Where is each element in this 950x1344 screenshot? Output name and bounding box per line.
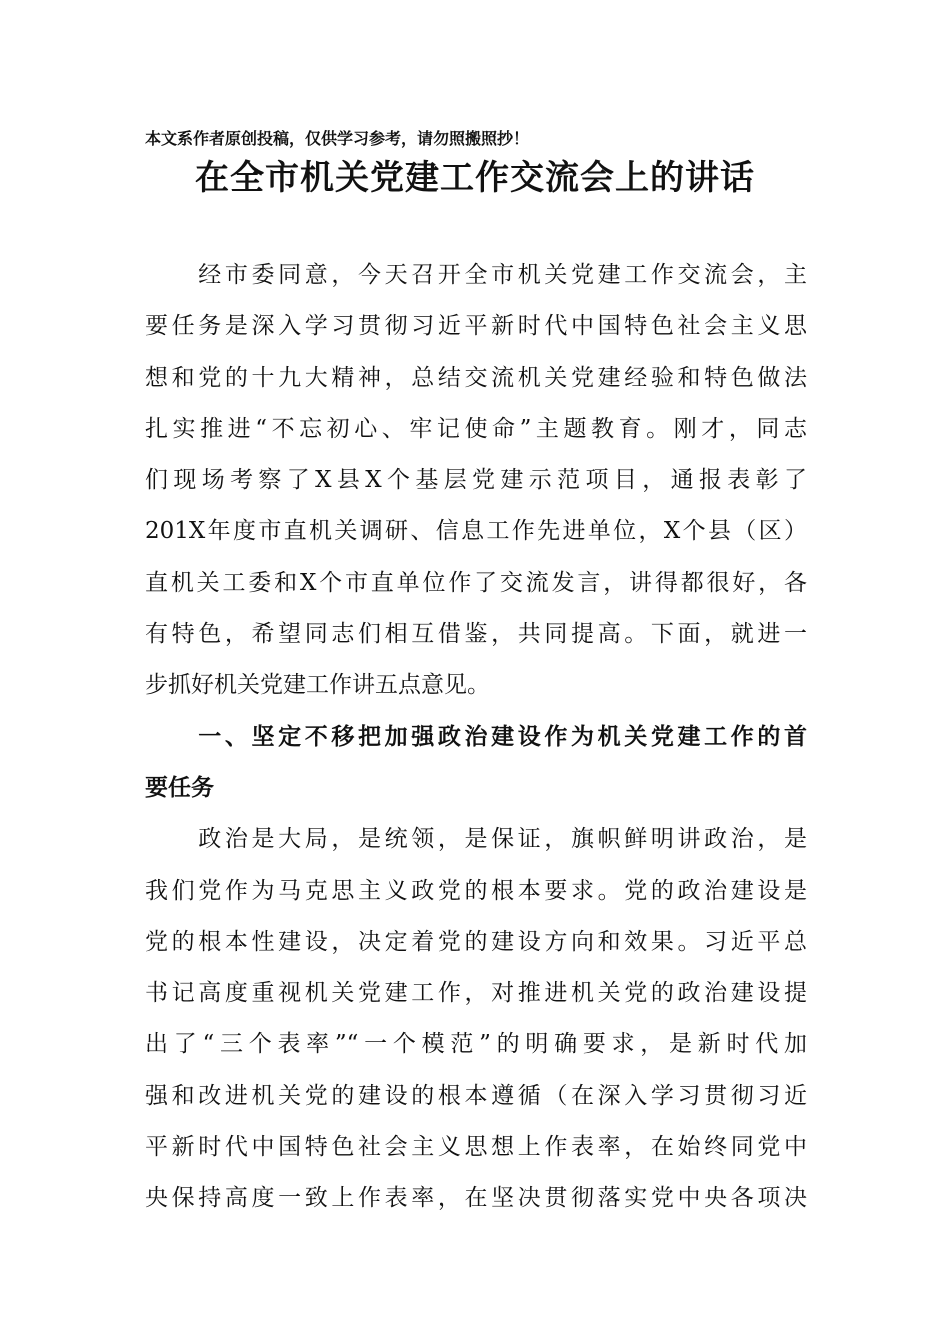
- document-body: [145, 250, 807, 1225]
- body-line: 扎实推进“不忘初心、牢记使命”主题教育。刚才，同志: [145, 415, 807, 442]
- body-line: 党的根本性建设，决定着党的建设方向和效果。习近平总: [145, 928, 807, 955]
- body-line: 经市委同意，今天召开全市机关党建工作交流会，主: [145, 262, 807, 288]
- copyright-notice: 本文系作者原创投稿，仅供学习参考，请勿照搬照抄！: [145, 129, 530, 148]
- document-title: 在全市机关党建工作交流会上的讲话: [195, 158, 755, 198]
- body-line: 有特色，希望同志们相互借鉴，共同提高。下面，就进一: [145, 621, 807, 648]
- section-heading: 一、坚定不移把加强政治建设作为机关党建工作的首: [145, 723, 807, 750]
- body-line: 强和改进机关党的建设的根本遵循（在深入学习贯彻习近: [145, 1082, 807, 1109]
- body-line: 想和党的十九大精神，总结交流机关党建经验和特色做法: [145, 364, 807, 391]
- body-line: 央保持高度一致上作表率，在坚决贯彻落实党中央各项决: [145, 1185, 807, 1212]
- body-line: 书记高度重视机关党建工作，对推进机关党的政治建设提: [145, 980, 807, 1007]
- body-line: 步抓好机关党建工作讲五点意见。: [145, 672, 490, 699]
- body-line: 出了“三个表率”“一个模范”的明确要求，是新时代加: [145, 1031, 807, 1058]
- body-line: 直机关工委和X个市直单位作了交流发言，讲得都很好，各: [145, 569, 807, 596]
- section-heading: 要任务: [145, 774, 214, 801]
- body-line: 平新时代中国特色社会主义思想上作表率，在始终同党中: [145, 1134, 807, 1161]
- body-line: 们现场考察了X县X个基层党建示范项目，通报表彰了: [145, 467, 807, 494]
- body-line: 政治是大局，是统领，是保证，旗帜鲜明讲政治，是: [145, 826, 807, 853]
- body-line: 要任务是深入学习贯彻习近平新时代中国特色社会主义思: [145, 313, 807, 340]
- body-line: 201X年度市直机关调研、信息工作先进单位，X个县（区）: [145, 518, 807, 545]
- body-line: 我们党作为马克思主义政党的根本要求。党的政治建设是: [145, 877, 807, 904]
